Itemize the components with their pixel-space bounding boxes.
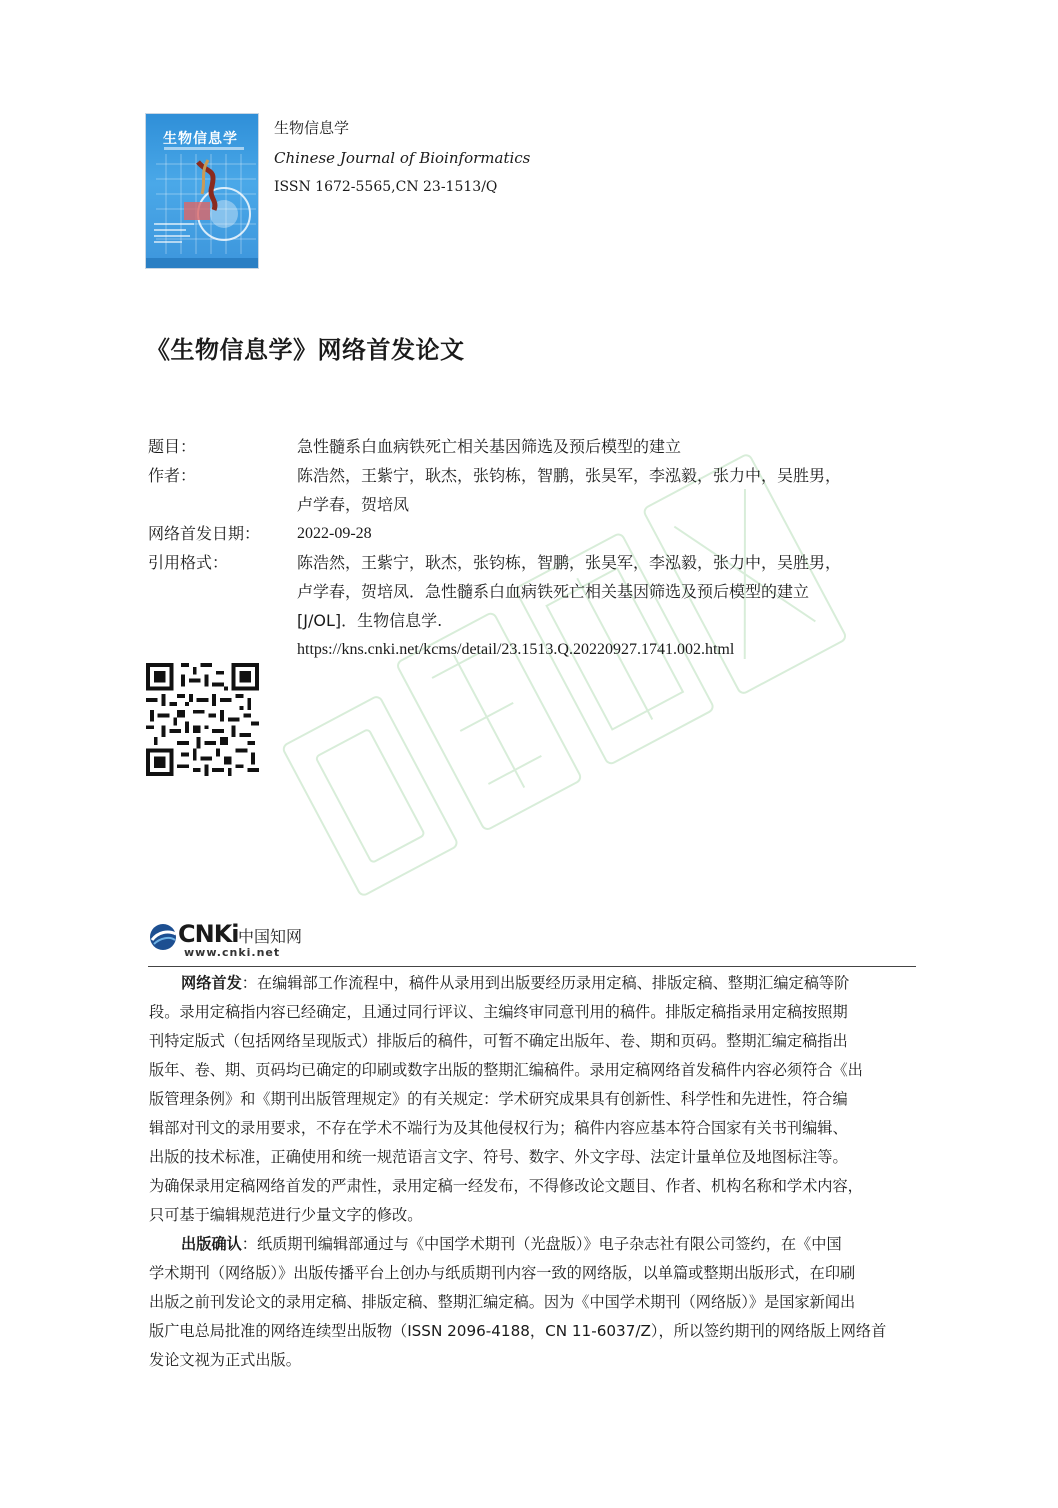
notice1-line5: 版管理条例》和《期刊出版管理规定》的有关规定：学术研究成果具有创新性、科学性和先进性，符合编 [149, 1090, 848, 1108]
notice1-line7: 出版的技术标准，正确使用和统一规范语言文字、符号、数字、外文字母、法定计量单位及地图标注等。 [149, 1148, 848, 1166]
notice1-line4: 版年、卷、期、页码均已确定的印刷或数字出版的整期汇编稿件。录用定稿网络首发稿件内容必须符合《出 [149, 1061, 863, 1079]
cnki-logo-text: CNKi [178, 920, 239, 948]
cnki-globe-icon [148, 922, 178, 952]
notice2-line3: 出版之前刊发论文的录用定稿、排版定稿、整期汇编定稿。因为《中国学术期刊（网络版）》是国家新闻出 [149, 1293, 856, 1311]
author-line-1: 陈浩然，王紫宁，耿杰，张钧栋，智鹏，张昊军，李泓毅，张力中，吴胜男， [297, 466, 842, 485]
journal-cover-image [146, 114, 258, 268]
journal-name-en: Chinese Journal of Bioinformatics [274, 149, 531, 167]
author-line-2: 卢学春，贺培凤 [297, 495, 410, 514]
notice1-line1: ：在编辑部工作流程中，稿件从录用到出版要经历录用定稿、排版定稿、整期汇编定稿等阶 [241, 974, 850, 992]
cnki-logo-cn: 中国知网 [238, 927, 303, 946]
divider-line [148, 966, 916, 967]
cover-subtitle-bar [164, 147, 244, 150]
cover-title: 生物信息学 [163, 131, 238, 147]
notice2-line1: ：纸质期刊编辑部通过与《中国学术期刊（光盘版）》电子杂志社有限公司签约，在《中国 [241, 1235, 842, 1253]
cite-line-2: 卢学春，贺培凤．急性髓系白血病铁死亡相关基因筛选及预后模型的建立 [297, 582, 810, 601]
notice1-line6: 辑部对刊文的录用要求，不存在学术不端行为及其他侵权行为；稿件内容应基本符合国家有关书刊编辑、 [149, 1119, 848, 1137]
page-title: 《生物信息学》网络首发论文 [146, 336, 465, 364]
cite-url-link[interactable]: https://kns.cnki.net/kcms/detail/23.1513.Q.20220927.1741.002.html [297, 641, 735, 658]
paper-title: 急性髓系白血病铁死亡相关基因筛选及预后模型的建立 [297, 437, 682, 456]
notice-online-first [149, 969, 915, 1230]
notice2-line4: 版广电总局批准的网络连续型出版物（ISSN 2096-4188，CN 11-6037/Z），所以签约期刊的网络版上网络首 [149, 1322, 887, 1340]
notice1-line8: 为确保录用定稿网络首发的严肃性，录用定稿一经发布，不得修改论文题目、作者、机构名称和学术内容， [149, 1177, 863, 1195]
publish-date: 2022-09-28 [297, 525, 372, 542]
journal-issn: ISSN 1672-5565,CN 23-1513/Q [274, 179, 498, 195]
cnki-logo-url: www.cnki.net [184, 946, 281, 959]
notice1-line2: 段。录用定稿指内容已经确定，且通过同行评议、主编终审同意刊用的稿件。排版定稿指录用定稿按照期 [149, 1003, 848, 1021]
notice2-line2: 学术期刊（网络版）》出版传播平台上创办与纸质期刊内容一致的网络版，以单篇或整期出版形式，在印刷 [149, 1264, 856, 1282]
cnki-logo [148, 918, 308, 960]
notice-online-first-lead: 网络首发 [181, 974, 242, 992]
author-label: 作者： [148, 466, 197, 485]
cite-line-1: 陈浩然，王紫宁，耿杰，张钧栋，智鹏，张昊军，李泓毅，张力中，吴胜男， [297, 553, 842, 572]
notice-publication-confirmation [149, 1230, 915, 1375]
cover-artwork [146, 154, 258, 268]
title-label: 题目： [148, 437, 197, 456]
notice-confirmation-lead: 出版确认 [181, 1235, 242, 1253]
journal-name-cn: 生物信息学 [274, 119, 350, 137]
qr-code-image [146, 663, 259, 776]
notice1-line3: 刊特定版式（包括网络呈现版式）排版后的稿件，可暂不确定出版年、卷、期和页码。整期汇编定稿指出 [149, 1032, 848, 1050]
date-label: 网络首发日期： [148, 524, 261, 543]
notice1-line9: 只可基于编辑规范进行少量文字的修改。 [149, 1206, 423, 1224]
cite-line-3: [J/OL]．生物信息学. [297, 611, 443, 630]
cite-label: 引用格式： [148, 553, 229, 572]
notice2-line5: 发论文视为正式出版。 [149, 1351, 301, 1369]
